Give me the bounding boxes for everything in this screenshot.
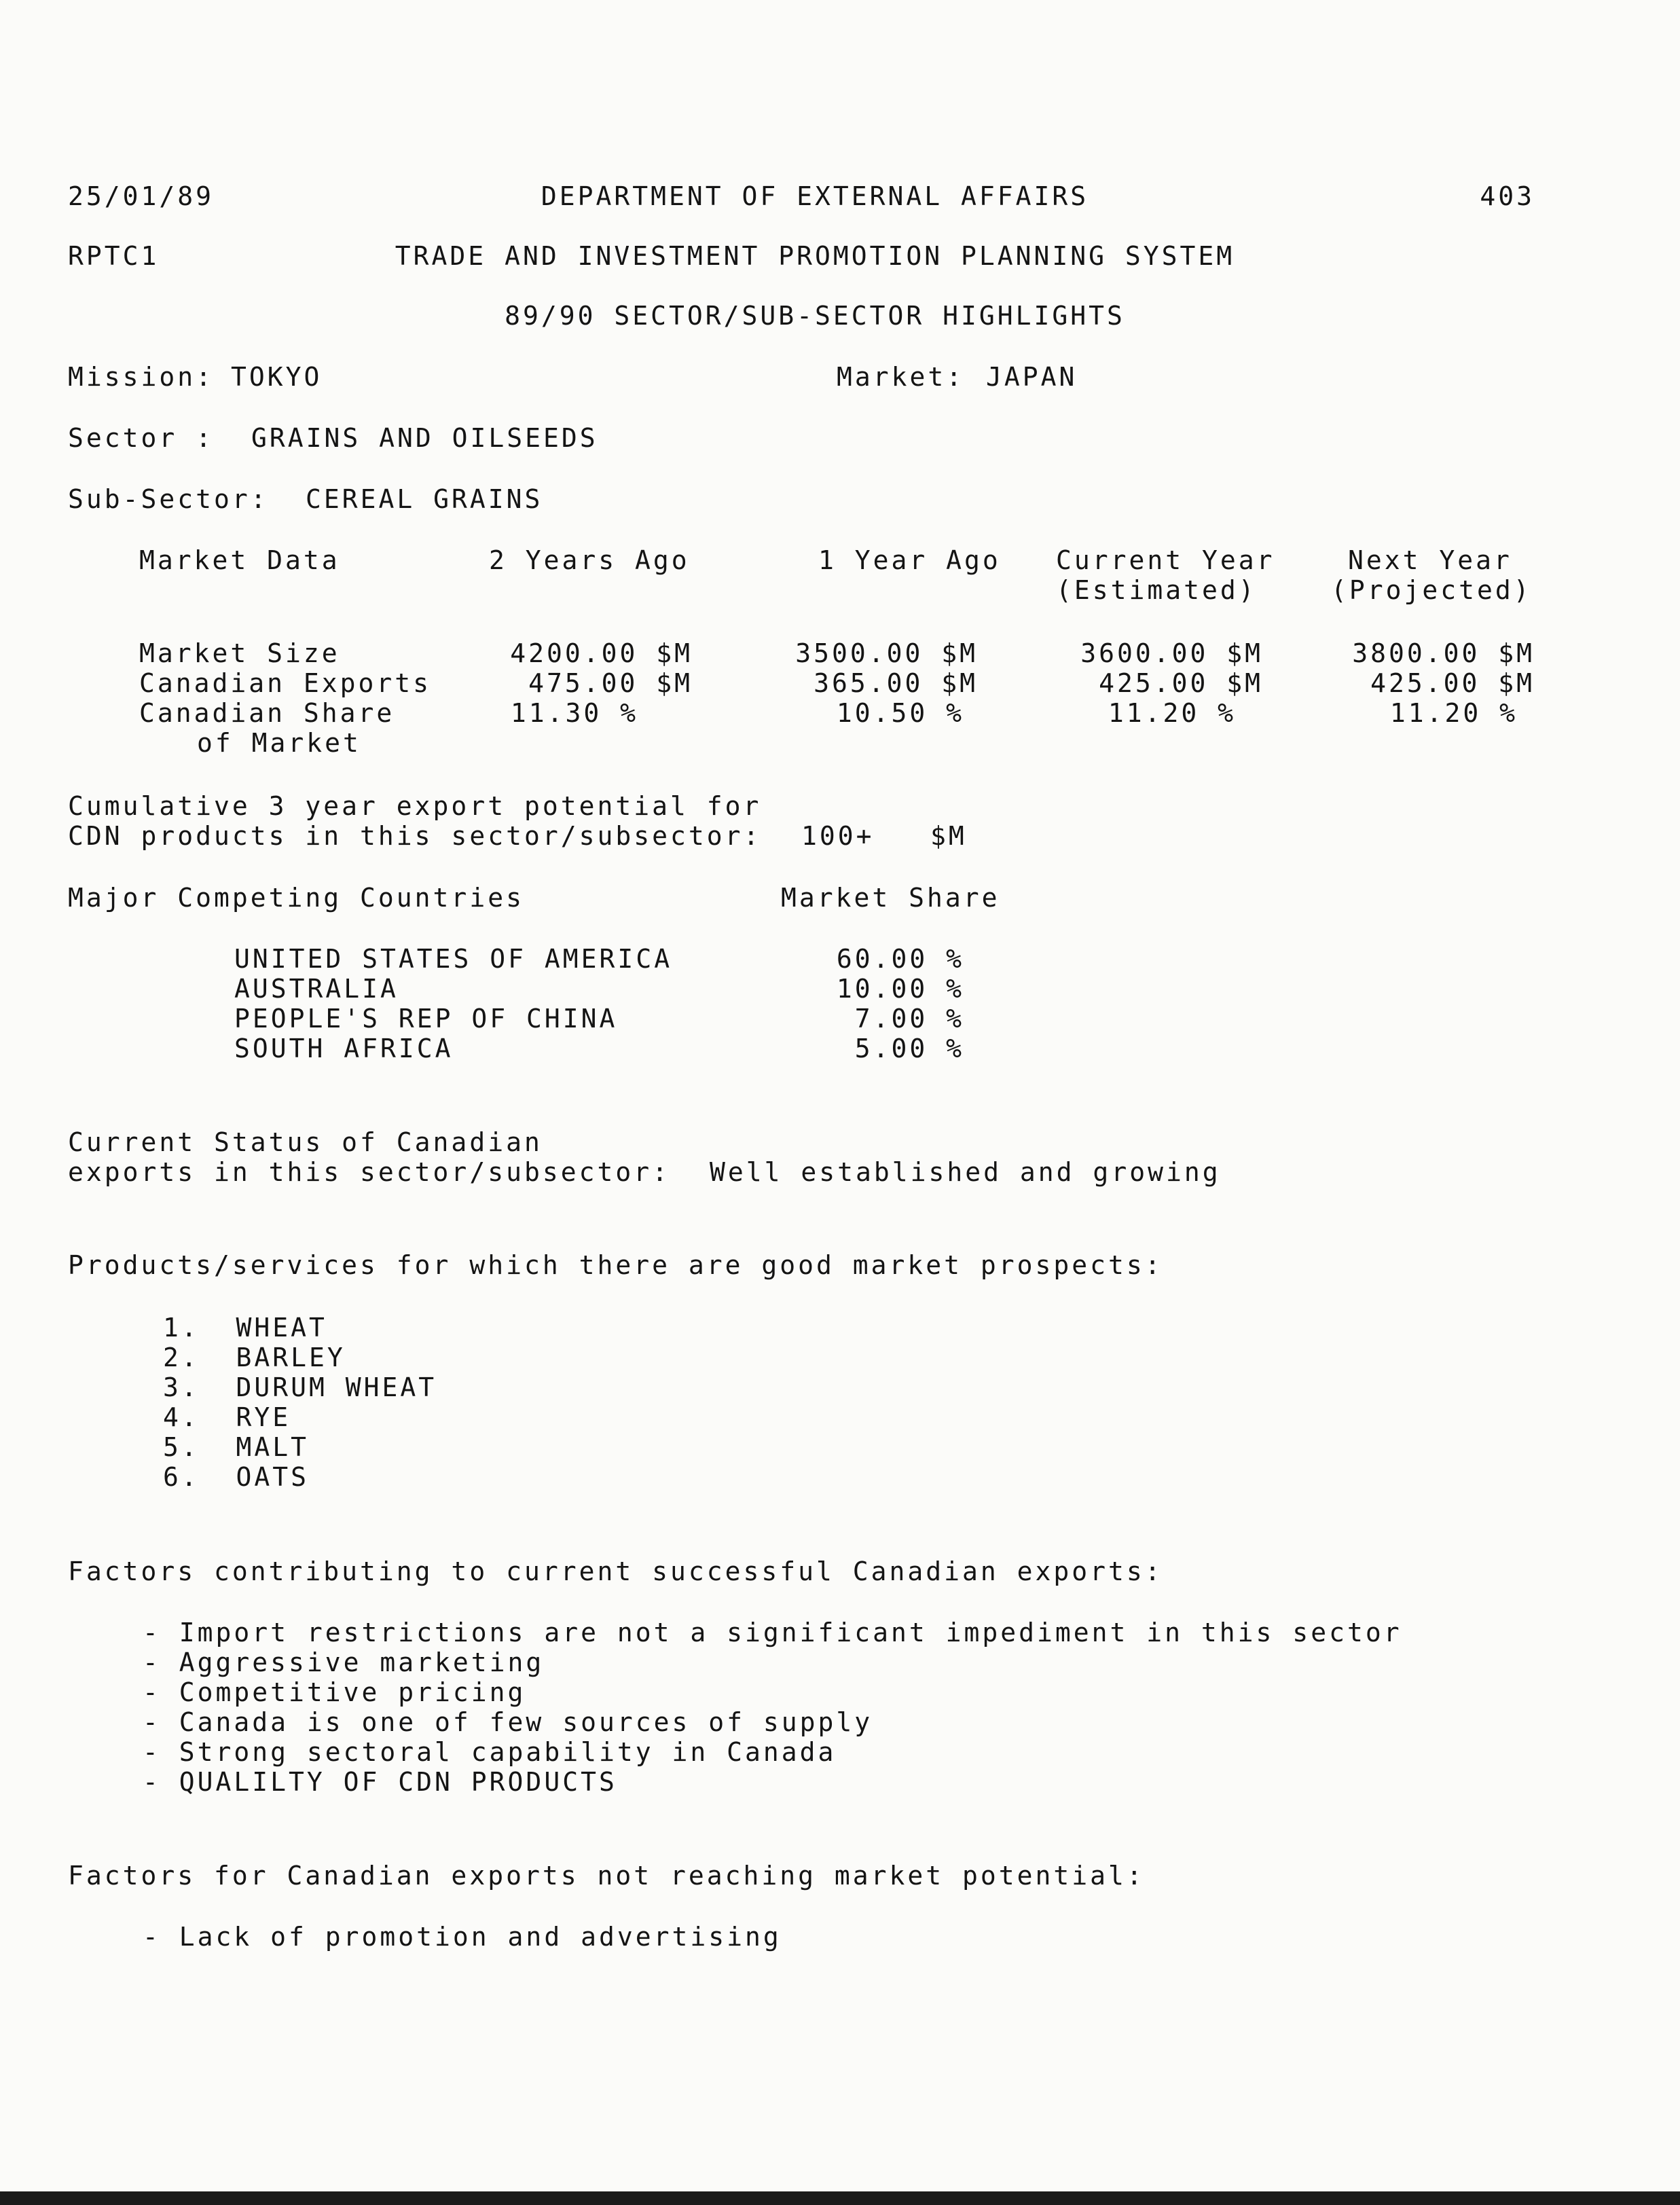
success-factor-item: - Competitive pricing [143, 1677, 526, 1707]
table-cell: 11.20 % [1389, 698, 1518, 728]
report-date: 25/01/89 [68, 181, 215, 211]
sector-label: Sector : [68, 423, 215, 453]
market-value: JAPAN [986, 362, 1078, 392]
competitor-country: SOUTH AFRICA [234, 1034, 454, 1063]
table-row-label: Market Size [139, 638, 340, 668]
mission-value: TOKYO [231, 362, 323, 392]
product-item: 1. WHEAT [163, 1313, 327, 1343]
department-title: DEPARTMENT OF EXTERNAL AFFAIRS [541, 181, 1089, 211]
table-cell: 4200.00 $M [510, 638, 693, 668]
market-share-label: Market Share [781, 883, 1000, 913]
sector-value: GRAINS AND OILSEEDS [251, 423, 598, 453]
success-factor-item: - Strong sectoral capability in Canada [143, 1737, 837, 1767]
success-factors-heading: Factors contributing to current successful Canadian exports: [68, 1556, 1163, 1586]
subsector-label: Sub-Sector: [68, 484, 269, 514]
potential-line-2: CDN products in this sector/subsector: [68, 821, 762, 851]
table-row-label: Canadian Share [139, 698, 395, 728]
competitors-label: Major Competing Countries [68, 883, 524, 913]
table-header-next-year: Next Year [1348, 545, 1512, 575]
competitor-share: 10.00 % [836, 974, 964, 1004]
success-factor-item: - Import restrictions are not a significant impediment in this sector [143, 1618, 1402, 1647]
competitor-country: UNITED STATES OF AMERICA [234, 944, 673, 974]
table-header-2-years-ago: 2 Years Ago [489, 545, 690, 575]
table-header-1-year-ago: 1 Year Ago [818, 545, 1001, 575]
page-bottom-edge [0, 2191, 1680, 2205]
product-item: 5. MALT [163, 1432, 310, 1462]
product-item: 4. RYE [163, 1402, 291, 1432]
success-factor-item: - Aggressive marketing [143, 1647, 545, 1677]
shortfall-factors-heading: Factors for Canadian exports not reaching market potential: [68, 1861, 1145, 1891]
table-cell: 425.00 $M [1370, 668, 1535, 698]
page-number: 403 [1480, 181, 1535, 211]
table-cell: 365.00 $M [814, 668, 978, 698]
table-header-market-data: Market Data [139, 545, 340, 575]
table-cell: 3600.00 $M [1080, 638, 1263, 668]
competitor-country: AUSTRALIA [234, 974, 399, 1004]
potential-unit: $M [930, 821, 967, 851]
product-item: 6. OATS [163, 1462, 310, 1492]
status-line-2: exports in this sector/subsector: [68, 1157, 670, 1187]
shortfall-factor-item: - Lack of promotion and advertising [143, 1922, 782, 1952]
product-item: 3. DURUM WHEAT [163, 1372, 437, 1402]
table-cell: 11.20 % [1108, 698, 1236, 728]
table-cell: 3500.00 $M [795, 638, 978, 668]
competitor-country: PEOPLE'S REP OF CHINA [234, 1004, 618, 1034]
potential-line-1: Cumulative 3 year export potential for [68, 791, 762, 821]
products-heading: Products/services for which there are good market prospects: [68, 1250, 1163, 1280]
competitor-share: 5.00 % [854, 1034, 964, 1063]
competitor-share: 7.00 % [854, 1004, 964, 1034]
mission-label: Mission: [68, 362, 215, 392]
table-header-projected: (Projected) [1331, 575, 1532, 605]
table-row-label: Canadian Exports [139, 668, 432, 698]
report-code: RPTC1 [68, 241, 160, 271]
table-cell: 11.30 % [510, 698, 638, 728]
competitor-share: 60.00 % [836, 944, 964, 974]
market-label: Market: [837, 362, 965, 392]
table-header-estimated: (Estimated) [1056, 575, 1257, 605]
product-item: 2. BARLEY [163, 1343, 346, 1372]
table-cell: 475.00 $M [528, 668, 693, 698]
table-row-label-continued: of Market [197, 728, 361, 758]
subsector-value: CEREAL GRAINS [306, 484, 543, 514]
status-value: Well established and growing [710, 1157, 1221, 1187]
table-cell: 10.50 % [836, 698, 964, 728]
status-line-1: Current Status of Canadian [68, 1127, 543, 1157]
system-title: TRADE AND INVESTMENT PROMOTION PLANNING SYSTEM [395, 241, 1235, 271]
table-header-current-year: Current Year [1056, 545, 1275, 575]
success-factor-item: - QUALILTY OF CDN PRODUCTS [143, 1767, 617, 1797]
table-cell: 425.00 $M [1099, 668, 1263, 698]
table-cell: 3800.00 $M [1352, 638, 1535, 668]
potential-value: 100+ [801, 821, 875, 851]
success-factor-item: - Canada is one of few sources of supply [143, 1707, 873, 1737]
highlights-title: 89/90 SECTOR/SUB-SECTOR HIGHLIGHTS [505, 301, 1125, 331]
